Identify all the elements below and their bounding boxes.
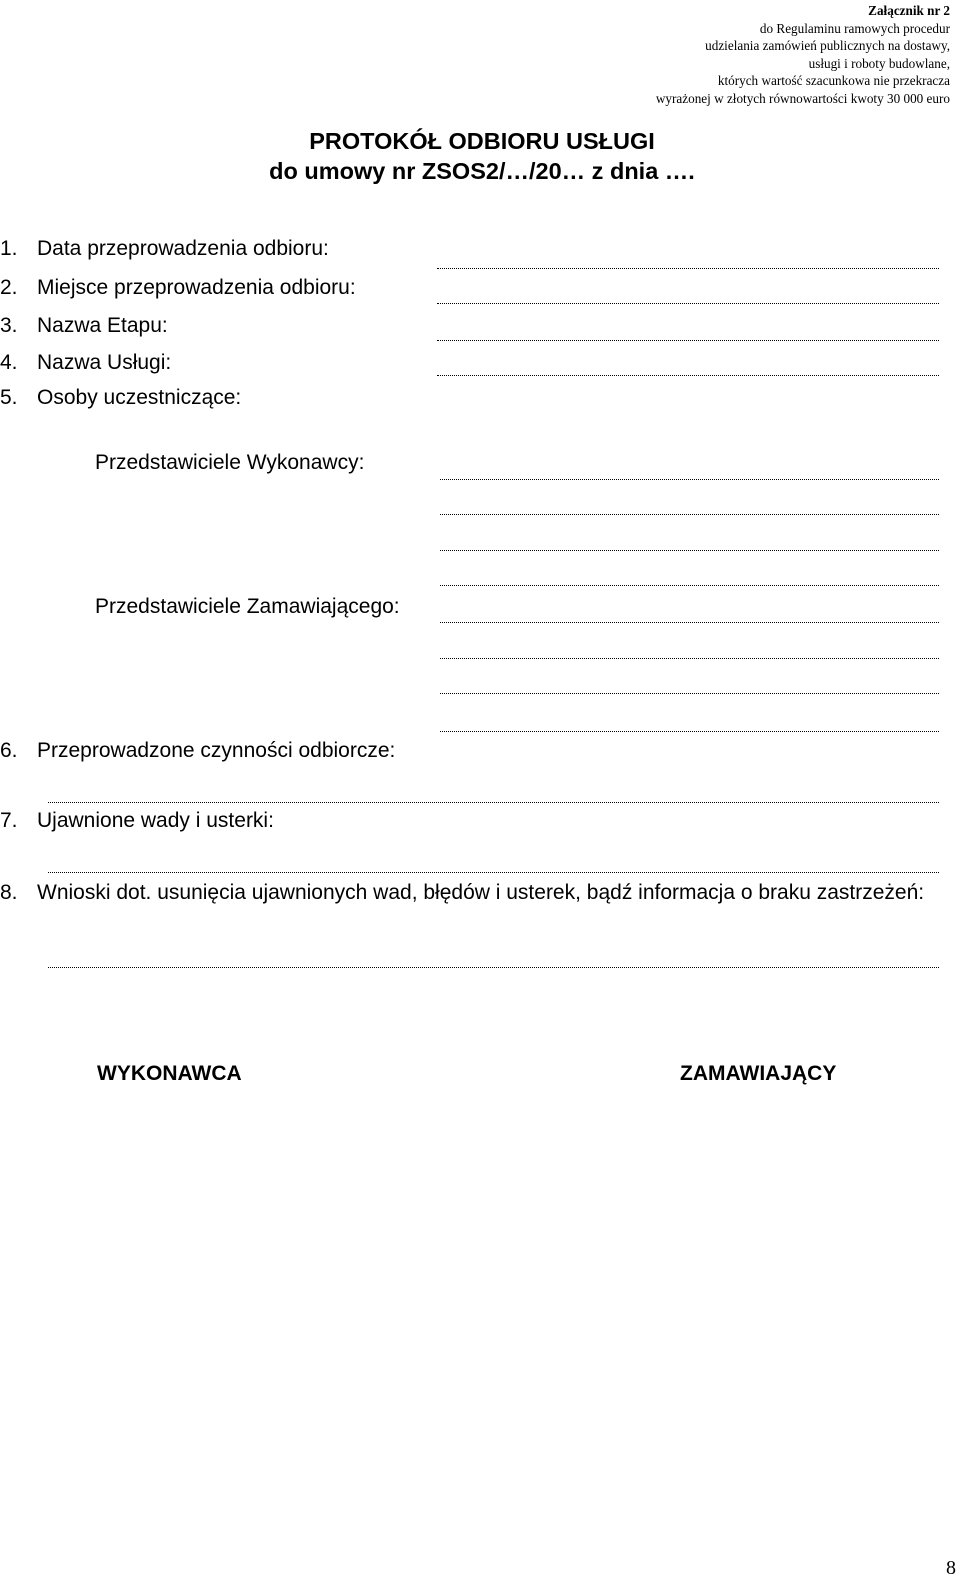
item-label: Nazwa Etapu: bbox=[37, 314, 168, 337]
item-number: 4. bbox=[0, 351, 18, 374]
item-number: 2. bbox=[0, 276, 18, 299]
title-line-2: do umowy nr ZSOS2/…/20… z dnia …. bbox=[269, 158, 695, 184]
fill-line-conclusions[interactable] bbox=[48, 967, 939, 968]
item-number: 6. bbox=[0, 739, 18, 762]
item-number: 7. bbox=[0, 809, 18, 832]
fill-line-place[interactable] bbox=[437, 303, 939, 304]
fill-line-contractor-4[interactable] bbox=[440, 585, 939, 586]
annex-line: udzielania zamówień publicznych na dostawy, bbox=[705, 38, 950, 53]
item-label: Miejsce przeprowadzenia odbioru: bbox=[37, 276, 356, 299]
annex-line: do Regulaminu ramowych procedur bbox=[759, 20, 950, 36]
fill-line-contractor-3[interactable] bbox=[440, 550, 939, 551]
fill-line-stage[interactable] bbox=[437, 340, 939, 341]
document-title bbox=[252, 126, 712, 186]
fill-line-contractor-2[interactable] bbox=[440, 514, 939, 515]
annex-line: wyrażonej w złotych równowartości kwoty 30 000 euro bbox=[655, 90, 950, 106]
fill-line-service[interactable] bbox=[437, 375, 939, 376]
contractor-representatives-label: Przedstawiciele Wykonawcy: bbox=[95, 451, 365, 474]
fill-line-activities[interactable] bbox=[48, 802, 939, 803]
employer-representatives-label: Przedstawiciele Zamawiającego: bbox=[95, 595, 400, 618]
fill-line-employer-4[interactable] bbox=[440, 731, 939, 732]
signature-employer: ZAMAWIAJĄCY bbox=[680, 1062, 837, 1085]
annex-line: których wartość szacunkowa nie przekracza bbox=[717, 73, 950, 88]
fill-line-defects[interactable] bbox=[48, 872, 939, 873]
item-8-label: Wnioski dot. usunięcia ujawnionych wad, błędów i usterek, bądź informacja o braku zastrzeżeń: bbox=[37, 881, 925, 904]
signature-contractor: WYKONAWCA bbox=[97, 1062, 242, 1085]
fill-line-employer-3[interactable] bbox=[440, 693, 939, 694]
fill-line-employer-2[interactable] bbox=[440, 658, 939, 659]
fill-line-contractor-1[interactable] bbox=[440, 479, 939, 480]
annex-line: usługi i roboty budowlane, bbox=[808, 55, 950, 71]
item-label: Przeprowadzone czynności odbiorcze: bbox=[37, 739, 396, 762]
item-number: 5. bbox=[0, 386, 18, 409]
item-label: Nazwa Usługi: bbox=[37, 351, 172, 374]
title-line-1: PROTOKÓŁ ODBIORU USŁUGI bbox=[309, 128, 655, 154]
fill-line-date[interactable] bbox=[437, 268, 939, 269]
page-number: 8 bbox=[946, 1557, 956, 1579]
fill-line-employer-1[interactable] bbox=[440, 622, 939, 623]
item-label: Data przeprowadzenia odbioru: bbox=[37, 237, 329, 260]
item-label: Osoby uczestniczące: bbox=[37, 386, 242, 409]
annex-title: Załącznik nr 2 bbox=[868, 3, 950, 18]
item-number: 3. bbox=[0, 314, 18, 337]
item-number: 1. bbox=[0, 237, 18, 260]
item-label: Ujawnione wady i usterki: bbox=[37, 809, 274, 832]
annex-header bbox=[656, 2, 950, 107]
item-number: 8. bbox=[0, 881, 18, 904]
